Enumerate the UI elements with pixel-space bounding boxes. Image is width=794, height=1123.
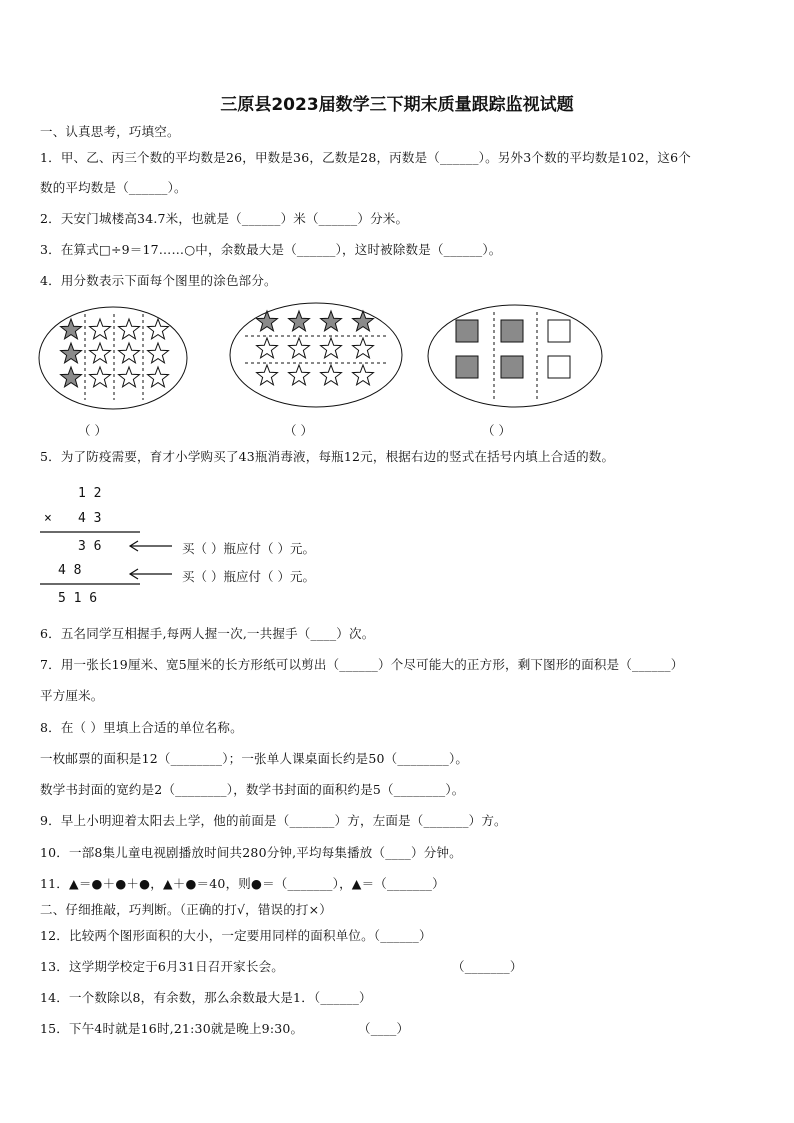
- star-icon: [257, 365, 278, 385]
- question-9: 9．早上小明迎着太阳去上学，他的前面是（_______）方，左面是（_______）方。: [40, 813, 507, 828]
- question-13-answer-blank[interactable]: （_______）: [452, 959, 523, 974]
- figure-3-answer-blank[interactable]: （ ）: [482, 423, 511, 438]
- star-icon: [289, 365, 310, 385]
- buy-line-1: 买（ ）瓶应付（ ）元。: [182, 541, 315, 556]
- shaded-square-icon: [501, 320, 523, 342]
- mult-row-4: 4 8: [58, 563, 82, 578]
- shaded-star-icon: [257, 311, 278, 331]
- shaded-star-icon: [289, 311, 310, 331]
- question-1-line-2: 数的平均数是（______）。: [40, 180, 187, 195]
- question-2: 2．天安门城楼高34.7米，也就是（______）米（______）分米。: [40, 211, 409, 226]
- star-icon: [148, 343, 169, 363]
- square-icon: [548, 320, 570, 342]
- mult-line-1: [40, 531, 140, 533]
- figure-1-answer-blank[interactable]: （ ）: [78, 423, 107, 438]
- arrow-left-icon: [128, 568, 172, 580]
- star-icon: [90, 367, 111, 387]
- question-15: 15．下午4时就是16时,21:30就是晚上9:30。: [40, 1021, 304, 1036]
- figure-2-stars-grid: [229, 302, 403, 408]
- figure-1-stars-grid: [38, 306, 188, 410]
- star-icon: [90, 319, 111, 339]
- page-title: 三原县2023届数学三下期末质量跟踪监视试题: [220, 95, 574, 115]
- shaded-star-icon: [353, 311, 374, 331]
- question-7-line-1: 7．用一张长19厘米、宽5厘米的长方形纸可以剪出（______）个尽可能大的正方形，剩下图形的面积是（______）: [40, 657, 684, 672]
- star-icon: [257, 338, 278, 358]
- star-icon: [321, 338, 342, 358]
- section-2-heading: 二、仔细推敲，巧判断。（正确的打√，错误的打×）: [40, 902, 332, 917]
- arrow-left-icon: [128, 540, 172, 552]
- question-10: 10．一部8集儿童电视剧播放时间共280分钟,平均每集播放（____）分钟。: [40, 845, 462, 860]
- buy-line-2: 买（ ）瓶应付（ ）元。: [182, 569, 315, 584]
- question-13: 13．这学期学校定于6月31日召开家长会。: [40, 959, 284, 974]
- star-icon: [119, 367, 140, 387]
- question-6: 6．五名同学互相握手,每两人握一次,一共握手（____）次。: [40, 626, 375, 641]
- question-8-a: 一枚邮票的面积是12（________）；一张单人课桌面长约是50（________）。: [40, 751, 469, 766]
- question-8: 8．在（ ）里填上合适的单位名称。: [40, 720, 243, 735]
- figure-2-answer-blank[interactable]: （ ）: [284, 423, 313, 438]
- question-4: 4．用分数表示下面每个图里的涂色部分。: [40, 273, 277, 288]
- star-icon: [119, 343, 140, 363]
- mult-row-1: 1 2: [78, 486, 102, 501]
- question-15-answer-blank[interactable]: （____）: [358, 1021, 410, 1036]
- shaded-square-icon: [501, 356, 523, 378]
- star-icon: [353, 338, 374, 358]
- question-5: 5．为了防疫需要，育才小学购买了43瓶消毒液，每瓶12元，根据右边的竖式在括号内填上合适的数。: [40, 449, 615, 464]
- mult-line-2: [40, 583, 140, 585]
- section-1-heading: 一、认真思考，巧填空。: [40, 124, 180, 139]
- question-8-b: 数学书封面的宽约是2（________），数学书封面的面积约是5（________）。: [40, 782, 465, 797]
- shaded-star-icon: [61, 319, 82, 339]
- question-3: 3．在算式□÷9＝17……○中，余数最大是（______），这时被除数是（______）。: [40, 242, 502, 257]
- star-icon: [289, 338, 310, 358]
- figure-3-squares-grid: [427, 304, 603, 408]
- shaded-star-icon: [61, 343, 82, 363]
- shaded-star-icon: [61, 367, 82, 387]
- mult-row-2: 4 3: [78, 511, 102, 526]
- star-icon: [353, 365, 374, 385]
- mult-row-5: 5 1 6: [58, 591, 98, 606]
- mult-sign: ×: [44, 511, 52, 526]
- question-1-line-1: 1．甲、乙、丙三个数的平均数是26，甲数是36，乙数是28，丙数是（______）。另外3个数的平均数是102，这6个: [40, 150, 691, 165]
- question-7-line-2: 平方厘米。: [40, 688, 104, 703]
- question-11: 11．▲＝●＋●＋●，▲＋●＝40，则●＝（_______），▲＝（_______）: [40, 876, 445, 891]
- star-icon: [90, 343, 111, 363]
- star-icon: [321, 365, 342, 385]
- star-icon: [119, 319, 140, 339]
- shaded-square-icon: [456, 356, 478, 378]
- mult-row-3: 3 6: [78, 539, 102, 554]
- shaded-star-icon: [321, 311, 342, 331]
- shaded-square-icon: [456, 320, 478, 342]
- question-12: 12．比较两个图形面积的大小，一定要用同样的面积单位。（______）: [40, 928, 432, 943]
- square-icon: [548, 356, 570, 378]
- question-14: 14．一个数除以8，有余数，那么余数最大是1．（______）: [40, 990, 372, 1005]
- star-icon: [148, 367, 169, 387]
